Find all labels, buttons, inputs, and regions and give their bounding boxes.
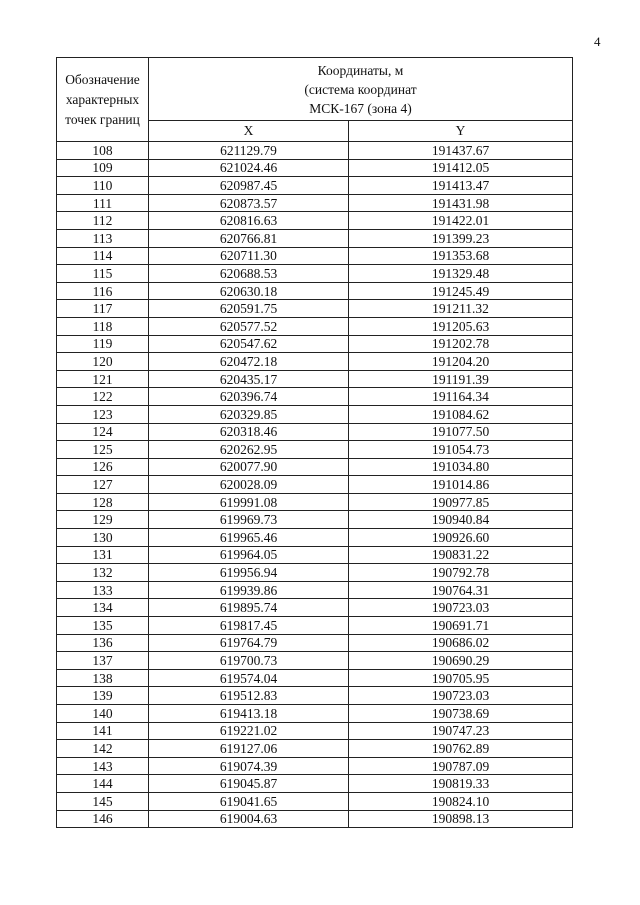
point-cell: 108: [57, 142, 149, 160]
y-coordinate-cell: 191077.50: [349, 423, 573, 441]
x-coordinate-cell: 619964.05: [149, 546, 349, 564]
x-coordinate-cell: 620987.45: [149, 177, 349, 195]
table-row: [57, 652, 573, 670]
y-coordinate-cell: 190787.09: [349, 757, 573, 775]
point-cell: 127: [57, 476, 149, 494]
table-row: [57, 423, 573, 441]
point-cell: 141: [57, 722, 149, 740]
table-row: [57, 142, 573, 160]
x-coordinate-cell: 619074.39: [149, 757, 349, 775]
y-column-header: Y: [349, 121, 573, 142]
table-row: [57, 687, 573, 705]
table-row: [57, 159, 573, 177]
x-coordinate-cell: 620396.74: [149, 388, 349, 406]
y-coordinate-cell: 190705.95: [349, 669, 573, 687]
y-coordinate-cell: 190824.10: [349, 792, 573, 810]
table-row: [57, 458, 573, 476]
table-row: [57, 775, 573, 793]
point-header-line-2: характерных: [65, 91, 140, 107]
point-header-line-3: точек границ: [65, 111, 140, 127]
table-row: [57, 599, 573, 617]
x-coordinate-cell: 619895.74: [149, 599, 349, 617]
point-cell: 145: [57, 792, 149, 810]
x-coordinate-cell: 619817.45: [149, 617, 349, 635]
table-row: [57, 757, 573, 775]
y-coordinate-cell: 190792.78: [349, 564, 573, 582]
table-row: [57, 511, 573, 529]
x-coordinate-cell: 620873.57: [149, 194, 349, 212]
table-row: [57, 581, 573, 599]
point-cell: 133: [57, 581, 149, 599]
table-row: [57, 194, 573, 212]
x-coordinate-cell: 619004.63: [149, 810, 349, 828]
x-coordinate-cell: 619700.73: [149, 652, 349, 670]
point-cell: 125: [57, 441, 149, 459]
y-coordinate-cell: 191034.80: [349, 458, 573, 476]
table-row: [57, 405, 573, 423]
table-row: [57, 388, 573, 406]
y-coordinate-cell: 191422.01: [349, 212, 573, 230]
table-row: [57, 476, 573, 494]
point-cell: 114: [57, 247, 149, 265]
y-coordinate-cell: 191329.48: [349, 265, 573, 283]
table-row: [57, 669, 573, 687]
coord-header-line-1: Координаты, м: [317, 62, 404, 78]
table-row: [57, 617, 573, 635]
y-coordinate-cell: 190738.69: [349, 705, 573, 723]
table-row: [57, 370, 573, 388]
point-cell: 118: [57, 317, 149, 335]
x-coordinate-cell: 620077.90: [149, 458, 349, 476]
coordinates-body: [57, 142, 573, 828]
x-coordinate-cell: 620688.53: [149, 265, 349, 283]
table-row: [57, 564, 573, 582]
x-coordinate-cell: 619969.73: [149, 511, 349, 529]
table-row: [57, 335, 573, 353]
table-row: [57, 317, 573, 335]
point-cell: 117: [57, 300, 149, 318]
point-cell: 131: [57, 546, 149, 564]
point-cell: 115: [57, 265, 149, 283]
x-coordinate-cell: 619512.83: [149, 687, 349, 705]
table-row: [57, 229, 573, 247]
table-row: [57, 634, 573, 652]
y-coordinate-cell: 190764.31: [349, 581, 573, 599]
x-coordinate-cell: 619045.87: [149, 775, 349, 793]
point-cell: 120: [57, 353, 149, 371]
x-coordinate-cell: 621024.46: [149, 159, 349, 177]
point-cell: 138: [57, 669, 149, 687]
point-cell: 137: [57, 652, 149, 670]
point-cell: 135: [57, 617, 149, 635]
y-coordinate-cell: 190898.13: [349, 810, 573, 828]
x-coordinate-cell: 620028.09: [149, 476, 349, 494]
coordinates-table: [56, 57, 573, 828]
point-cell: 143: [57, 757, 149, 775]
table-row: [57, 810, 573, 828]
y-coordinate-cell: 191164.34: [349, 388, 573, 406]
point-cell: 140: [57, 705, 149, 723]
y-coordinate-cell: 190926.60: [349, 529, 573, 547]
x-coordinate-cell: 619127.06: [149, 740, 349, 758]
table-row: [57, 705, 573, 723]
y-coordinate-cell: 191413.47: [349, 177, 573, 195]
point-cell: 129: [57, 511, 149, 529]
y-coordinate-cell: 191245.49: [349, 282, 573, 300]
table-row: [57, 722, 573, 740]
y-coordinate-cell: 191412.05: [349, 159, 573, 177]
point-designation-header: [57, 58, 149, 142]
y-coordinate-cell: 190762.89: [349, 740, 573, 758]
table-row: [57, 546, 573, 564]
y-coordinate-cell: 191084.62: [349, 405, 573, 423]
point-cell: 113: [57, 229, 149, 247]
y-coordinate-cell: 190723.03: [349, 687, 573, 705]
y-coordinate-cell: 190747.23: [349, 722, 573, 740]
coord-header-line-3: МСК-167 (зона 4): [309, 100, 412, 116]
x-coordinate-cell: 620577.52: [149, 317, 349, 335]
y-coordinate-cell: 191211.32: [349, 300, 573, 318]
y-coordinate-cell: 190691.71: [349, 617, 573, 635]
table-row: [57, 247, 573, 265]
x-coordinate-cell: 619221.02: [149, 722, 349, 740]
y-coordinate-cell: 191431.98: [349, 194, 573, 212]
y-coordinate-cell: 190686.02: [349, 634, 573, 652]
x-coordinate-cell: 620262.95: [149, 441, 349, 459]
y-coordinate-cell: 191202.78: [349, 335, 573, 353]
point-cell: 132: [57, 564, 149, 582]
y-coordinate-cell: 190977.85: [349, 493, 573, 511]
point-cell: 122: [57, 388, 149, 406]
point-cell: 121: [57, 370, 149, 388]
x-coordinate-cell: 620766.81: [149, 229, 349, 247]
point-cell: 119: [57, 335, 149, 353]
table-row: [57, 792, 573, 810]
x-coordinate-cell: 619764.79: [149, 634, 349, 652]
table-row: [57, 493, 573, 511]
point-cell: 139: [57, 687, 149, 705]
point-cell: 144: [57, 775, 149, 793]
point-cell: 136: [57, 634, 149, 652]
table-row: [57, 529, 573, 547]
table-row: [57, 265, 573, 283]
coordinates-header: [149, 58, 573, 121]
y-coordinate-cell: 190819.33: [349, 775, 573, 793]
x-coordinate-cell: 619965.46: [149, 529, 349, 547]
point-cell: 116: [57, 282, 149, 300]
x-coordinate-cell: 620591.75: [149, 300, 349, 318]
y-coordinate-cell: 191399.23: [349, 229, 573, 247]
table-row: [57, 740, 573, 758]
y-coordinate-cell: 191204.20: [349, 353, 573, 371]
x-column-header: X: [149, 121, 349, 142]
point-cell: 124: [57, 423, 149, 441]
y-coordinate-cell: 191205.63: [349, 317, 573, 335]
y-coordinate-cell: 190831.22: [349, 546, 573, 564]
point-cell: 128: [57, 493, 149, 511]
point-cell: 109: [57, 159, 149, 177]
point-cell: 130: [57, 529, 149, 547]
point-cell: 111: [57, 194, 149, 212]
table-row: [57, 300, 573, 318]
x-coordinate-cell: 620318.46: [149, 423, 349, 441]
point-cell: 134: [57, 599, 149, 617]
x-coordinate-cell: 620472.18: [149, 353, 349, 371]
x-coordinate-cell: 619956.94: [149, 564, 349, 582]
table-row: [57, 177, 573, 195]
point-cell: 123: [57, 405, 149, 423]
point-cell: 146: [57, 810, 149, 828]
x-coordinate-cell: 619991.08: [149, 493, 349, 511]
point-header-line-1: Обозначение: [65, 71, 140, 87]
y-coordinate-cell: 190690.29: [349, 652, 573, 670]
y-coordinate-cell: 191353.68: [349, 247, 573, 265]
x-coordinate-cell: 619041.65: [149, 792, 349, 810]
x-coordinate-cell: 619939.86: [149, 581, 349, 599]
table-row: [57, 441, 573, 459]
y-coordinate-cell: 191014.86: [349, 476, 573, 494]
point-cell: 110: [57, 177, 149, 195]
x-coordinate-cell: 620630.18: [149, 282, 349, 300]
coord-header-line-2: (система координат: [304, 81, 417, 97]
table-row: [57, 282, 573, 300]
x-coordinate-cell: 620816.63: [149, 212, 349, 230]
x-coordinate-cell: 621129.79: [149, 142, 349, 160]
point-cell: 126: [57, 458, 149, 476]
y-coordinate-cell: 191437.67: [349, 142, 573, 160]
y-coordinate-cell: 190723.03: [349, 599, 573, 617]
x-coordinate-cell: 619574.04: [149, 669, 349, 687]
x-coordinate-cell: 620435.17: [149, 370, 349, 388]
x-coordinate-cell: 620547.62: [149, 335, 349, 353]
page-number: 4: [594, 34, 601, 49]
table-row: [57, 353, 573, 371]
y-coordinate-cell: 191191.39: [349, 370, 573, 388]
x-coordinate-cell: 620711.30: [149, 247, 349, 265]
x-coordinate-cell: 619413.18: [149, 705, 349, 723]
y-coordinate-cell: 191054.73: [349, 441, 573, 459]
table-row: [57, 212, 573, 230]
point-cell: 112: [57, 212, 149, 230]
y-coordinate-cell: 190940.84: [349, 511, 573, 529]
x-coordinate-cell: 620329.85: [149, 405, 349, 423]
point-cell: 142: [57, 740, 149, 758]
